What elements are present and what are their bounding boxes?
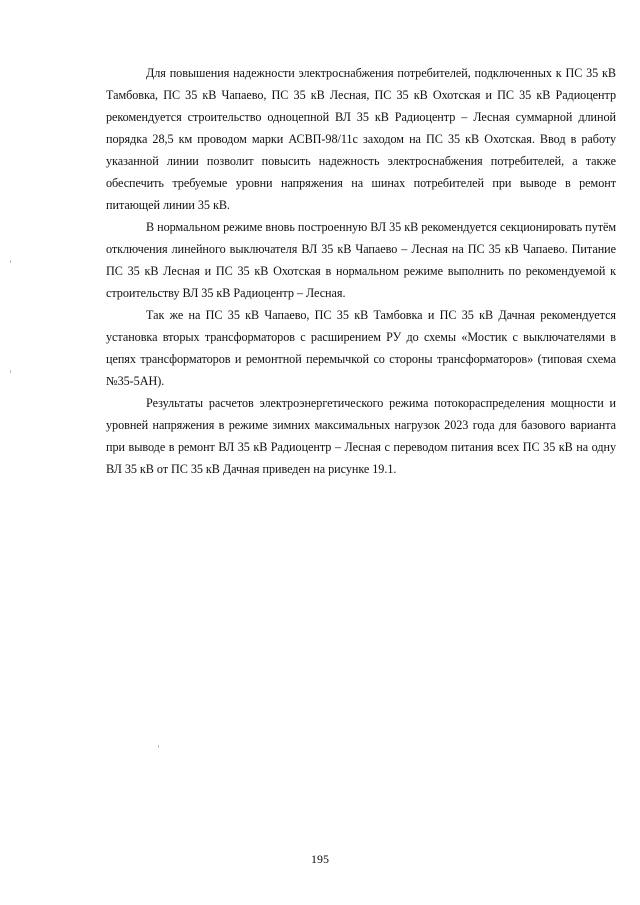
- paragraph-reliability: Для повышения надежности электроснабжения потребителей, подключенных к ПС 35 кВ Тамбовка, ПС 35 кВ Чапаево, ПС 35 кВ Лесная, ПС 35 кВ Охотская и ПС 35 кВ Радиоцентр рекомендуется строительство одноцепной ВЛ 35 кВ Радиоцентр – Лесная суммарной длиной порядка 28,5 км проводом марки АСВП-98/11с заходом на ПС 35 кВ Охотская. Ввод в работу указанной линии позволит повысить надежность электроснабжения потребителей, а также обеспечить требуемые уровни напряжения на шинах потребителей при выводе в ремонт питающей линии 35 кВ.: [106, 66, 616, 212]
- paragraph-normal-mode: В нормальном режиме вновь построенную ВЛ 35 кВ рекомендуется секционировать путём отключения линейного выключателя ВЛ 35 кВ Чапаево – Лесная на ПС 35 кВ Чапаево. Питание ПС 35 кВ Лесная и ПС 35 кВ Охотская в нормальном режиме выполнить по рекомендуемой к строительству ВЛ 35 кВ Радиоцентр – Лесная.: [106, 220, 616, 300]
- scan-mark: [10, 260, 11, 263]
- paragraph-results: Результаты расчетов электроэнергетического режима потокораспределения мощности и уровней напряжения в режиме зимних максимальных нагрузок 2023 года для базового варианта при выводе в ремонт ВЛ 35 кВ Радиоцентр – Лесная с переводом питания всех ПС 35 кВ на одну ВЛ 35 кВ от ПС 35 кВ Дачная приведен на рисунке 19.1.: [106, 396, 616, 476]
- paragraph-transformers: Так же на ПС 35 кВ Чапаево, ПС 35 кВ Тамбовка и ПС 35 кВ Дачная рекомендуется установка вторых трансформаторов с расширением РУ до схемы «Мостик с выключателями в цепях трансформаторов и ремонтной перемычкой со стороны трансформаторов» (типовая схема №35-5АН).: [106, 308, 616, 388]
- scan-mark: [158, 745, 159, 748]
- page-number: 195: [311, 852, 329, 866]
- scan-mark: [10, 370, 11, 373]
- document-body: [106, 62, 616, 480]
